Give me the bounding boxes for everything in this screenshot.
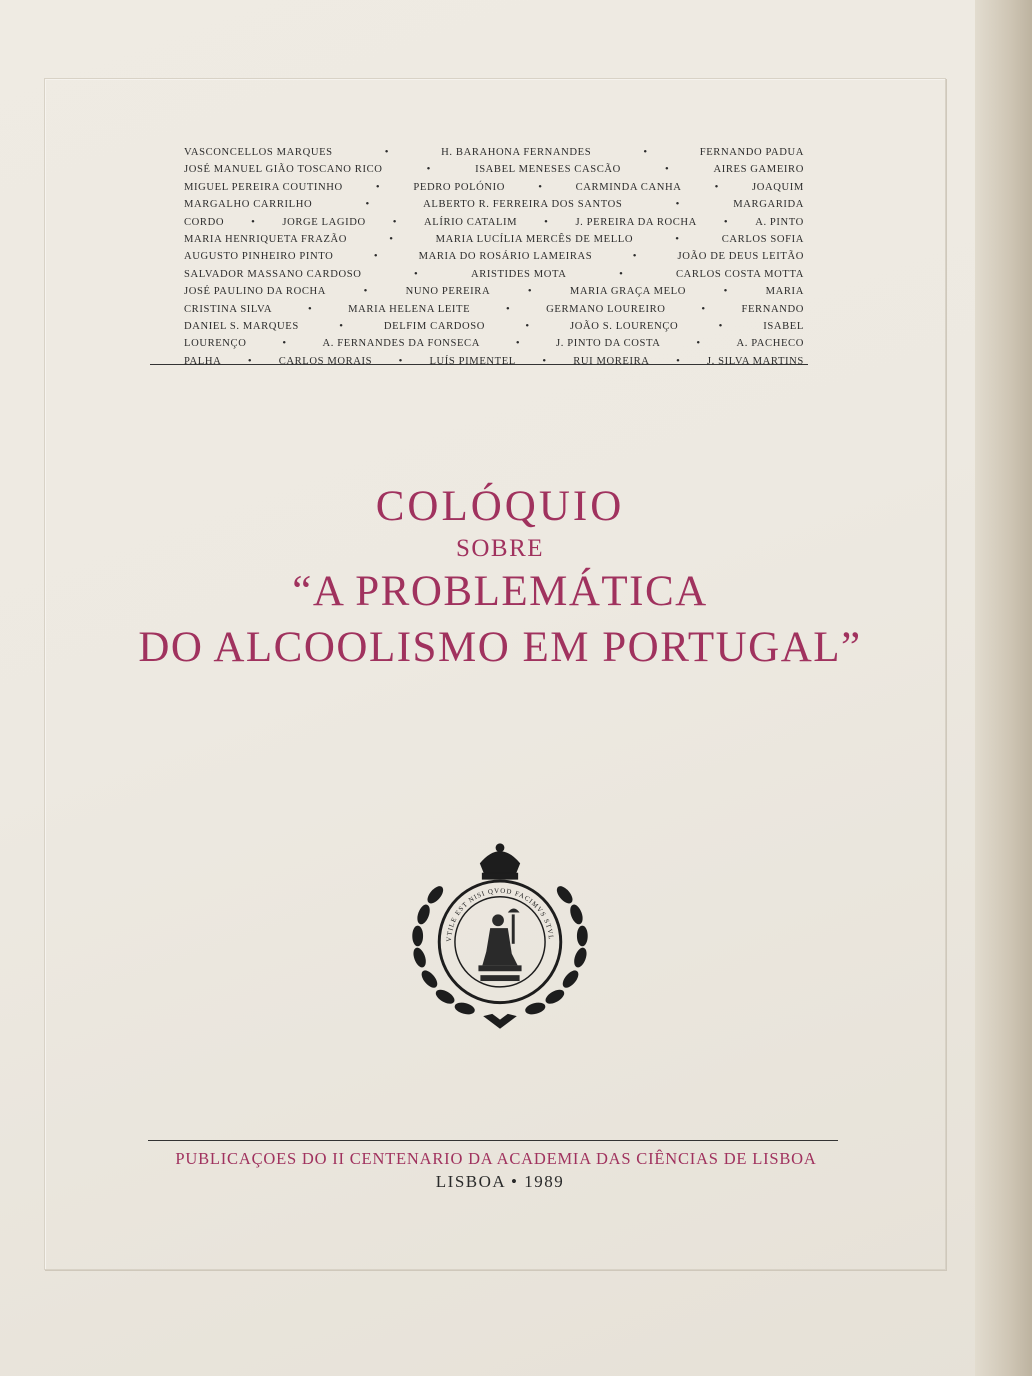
author-name: J. PEREIRA DA ROCHA [575,216,697,228]
author-name: GERMANO LOUREIRO [546,303,666,315]
title-block [120,478,880,676]
author-name: JOSÉ MANUEL GIÃO TOSCANO RICO [184,164,383,176]
author-name: CORDO [184,216,225,228]
author-name: DELFIM CARDOSO [383,321,486,333]
author-line [184,231,804,248]
author-name: ALÍRIO CATALIM [424,216,518,228]
separator-bullet: • [718,321,723,333]
author-line [184,318,804,335]
author-line [184,179,804,196]
separator-bullet: • [665,164,670,176]
separator-bullet: • [373,251,379,263]
separator-bullet: • [643,147,648,158]
author-name: LOURENÇO [184,338,247,350]
author-name: NUNO PEREIRA [405,286,491,298]
author-name: JOAQUIM [752,181,804,193]
publisher-line: PUBLICAÇOES DO II CENTENARIO DA ACADEMIA DAS CIÊNCIAS DE LISBOA [175,1149,817,1168]
author-line [184,196,804,213]
author-name: JOSÉ PAULINO DA ROCHA [184,286,326,298]
author-name: A. PACHECO [736,338,804,350]
author-name: RUI MOREIRA [573,355,650,367]
separator-bullet: • [515,338,521,350]
separator-bullet: • [696,338,701,350]
separator-bullet: • [723,286,728,298]
book-spine-edge [975,0,1032,1376]
separator-bullet: • [675,199,680,211]
separator-bullet: • [365,199,370,211]
author-name: A. FERNANDES DA FONSECA [322,338,480,350]
separator-bullet: • [544,216,549,228]
author-list [184,144,804,370]
separator-bullet: • [538,181,543,193]
top-divider-rule [150,364,808,365]
author-line [184,161,804,178]
author-name: PALHA [184,355,222,367]
author-name: MARIA DO ROSÁRIO LAMEIRAS [418,251,593,263]
author-name: AIRES GAMEIRO [713,164,804,176]
author-name: FERNANDO [741,303,804,315]
author-name: CARLOS SOFIA [721,234,804,246]
separator-bullet: • [426,164,431,176]
separator-bullet: • [506,303,511,315]
separator-bullet: • [247,355,253,367]
author-name: SALVADOR MASSANO CARDOSO [184,268,362,280]
author-name: J. SILVA MARTINS [706,355,804,367]
author-name: CARMINDA CANHA [575,181,682,193]
separator-bullet: • [308,303,313,315]
author-name: CARLOS COSTA MOTTA [675,268,804,280]
author-name: CARLOS MORAIS [278,355,373,367]
title-line-1: COLÓQUIO [375,483,625,530]
author-line [184,301,804,318]
author-name: JOÃO S. LOURENÇO [570,321,679,333]
place-date-line: LISBOA • 1989 [435,1172,565,1191]
bottom-divider-rule [148,1140,838,1141]
separator-bullet: • [339,321,344,333]
author-name: A. PINTO [755,216,804,228]
title-line-2: SOBRE [455,535,545,562]
author-line [184,266,804,283]
author-name: H. BARAHONA FERNANDES [441,147,592,158]
separator-bullet: • [525,321,530,333]
author-name: MARIA [765,286,804,298]
author-name: JOÃO DE DEUS LEITÃO [677,251,804,263]
separator-bullet: • [414,268,419,280]
academy-seal-icon [402,836,598,1032]
author-line [184,353,804,370]
separator-bullet: • [723,216,729,228]
author-name: ARISTIDES MOTA [470,268,567,280]
separator-bullet: • [632,251,638,263]
separator-bullet: • [675,234,680,246]
svg-text:VTILE EST NISI QVOD FACIMVS ST: VTILE EST NISI QVOD FACIMVS STVL [445,887,554,943]
author-line [184,335,804,352]
separator-bullet: • [714,181,719,193]
separator-bullet: • [251,216,256,228]
author-line [184,283,804,300]
author-name: MARIA LUCÍLIA MERCÊS DE MELLO [435,234,634,246]
separator-bullet: • [375,181,381,193]
author-line [184,248,804,265]
separator-bullet: • [363,286,368,298]
title-line-4: DO ALCOOLISMO EM PORTUGAL” [138,624,862,671]
author-name: J. PINTO DA COSTA [555,338,661,350]
author-name: VASCONCELLOS MARQUES [184,147,333,158]
separator-bullet: • [384,147,390,158]
author-name: ALBERTO R. FERREIRA DOS SANTOS [423,199,623,211]
author-name: MARGALHO CARRILHO [184,199,313,211]
author-name: MARIA HENRIQUETA FRAZÃO [184,234,348,246]
author-name: PEDRO POLÓNIO [413,181,506,193]
separator-bullet: • [542,355,547,367]
author-name: MARGARIDA [733,199,804,211]
author-name: MARIA HELENA LEITE [348,303,471,315]
author-name: LUÍS PIMENTEL [429,355,516,367]
separator-bullet: • [701,303,706,315]
separator-bullet: • [676,355,681,367]
author-name: DANIEL S. MARQUES [184,321,299,333]
separator-bullet: • [619,268,624,280]
author-name: AUGUSTO PINHEIRO PINTO [184,251,334,263]
author-name: JORGE LAGIDO [282,216,366,228]
author-line [184,144,804,161]
author-name: MARIA GRAÇA MELO [569,286,686,298]
separator-bullet: • [398,355,403,367]
author-name: MIGUEL PEREIRA COUTINHO [184,181,343,193]
author-name: FERNANDO PADUA [699,147,804,158]
title-line-3: “A PROBLEMÁTICA [292,568,708,615]
author-line [184,214,804,231]
author-name: ISABEL MENESES CASCÃO [475,164,621,176]
separator-bullet: • [282,338,287,350]
separator-bullet: • [392,216,398,228]
separator-bullet: • [389,234,394,246]
author-name: CRISTINA SILVA [184,303,273,315]
author-name: ISABEL [763,321,804,333]
separator-bullet: • [527,286,533,298]
